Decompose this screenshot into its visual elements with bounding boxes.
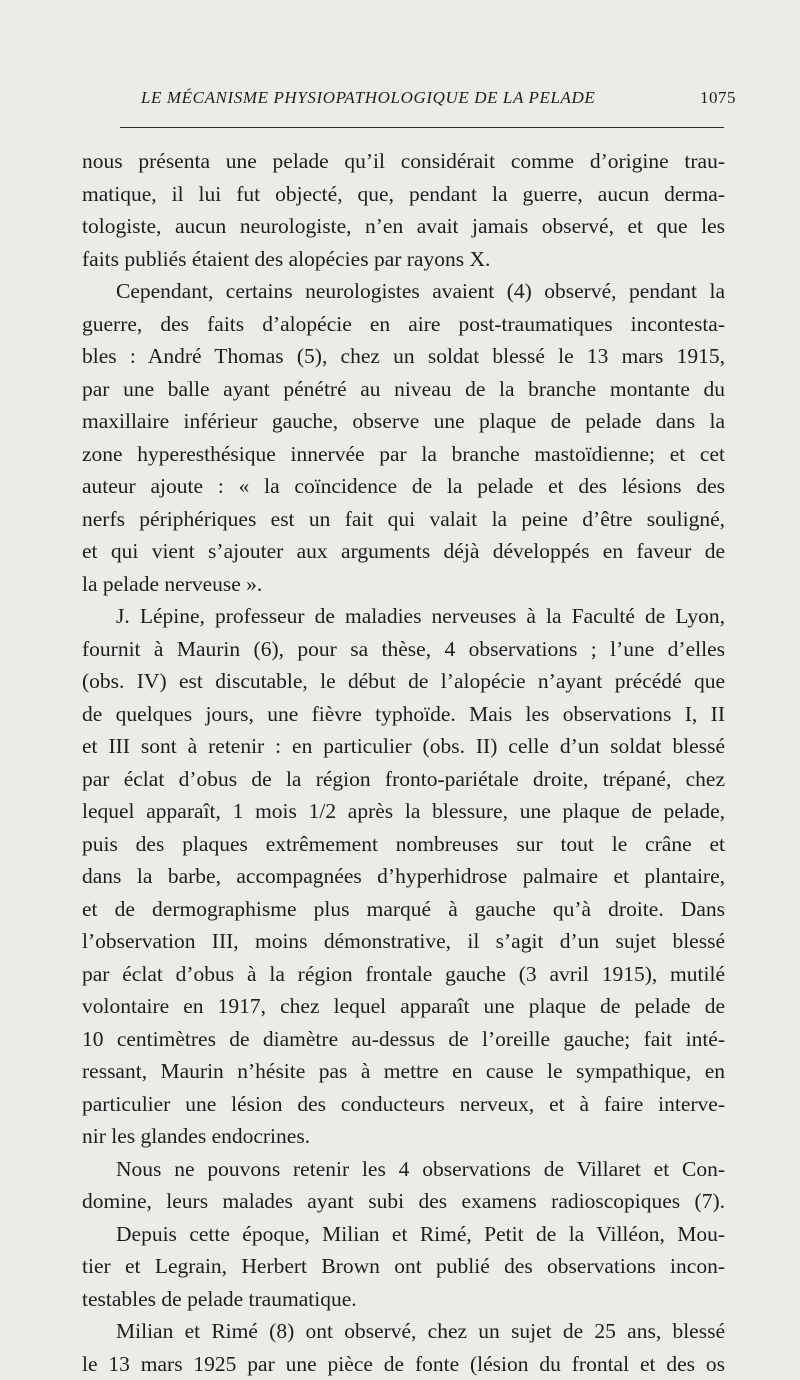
text-line: Depuis cette époque, Milian et Rimé, Petit de la Villéon, Mou- — [82, 1218, 725, 1251]
text-line: Nous ne pouvons retenir les 4 observations de Villaret et Con- — [82, 1153, 725, 1186]
text-line: fournit à Maurin (6), pour sa thèse, 4 observations ; l’une d’elles — [82, 633, 725, 666]
text-line: domine, leurs malades ayant subi des examens radioscopiques (7). — [82, 1185, 725, 1218]
text-line: nir les glandes endocrines. — [82, 1120, 725, 1153]
text-line: le 13 mars 1925 par une pièce de fonte (lésion du frontal et des os — [82, 1348, 725, 1380]
text-line: et III sont à retenir : en particulier (obs. II) celle d’un soldat blessé — [82, 730, 725, 763]
text-line: et qui vient s’ajouter aux arguments déjà développés en faveur de — [82, 535, 725, 568]
text-line: par une balle ayant pénétré au niveau de la branche montante du — [82, 373, 725, 406]
text-line: Milian et Rimé (8) ont observé, chez un sujet de 25 ans, blessé — [82, 1315, 725, 1348]
text-line: faits publiés étaient des alopécies par rayons X. — [82, 243, 725, 276]
running-head — [86, 88, 736, 108]
text-line: nerfs périphériques est un fait qui valait la peine d’être souligné, — [82, 503, 725, 536]
text-line: 10 centimètres de diamètre au-dessus de l’oreille gauche; fait inté- — [82, 1023, 725, 1056]
text-line: puis des plaques extrêmement nombreuses sur tout le crâne et — [82, 828, 725, 861]
text-line: particulier une lésion des conducteurs nerveux, et à faire interve- — [82, 1088, 725, 1121]
text-line: auteur ajoute : « la coïncidence de la pelade et des lésions des — [82, 470, 725, 503]
text-line: zone hyperesthésique innervée par la branche mastoïdienne; et cet — [82, 438, 725, 471]
text-line: guerre, des faits d’alopécie en aire post-traumatiques incontesta- — [82, 308, 725, 341]
header-rule — [120, 127, 724, 128]
text-line: volontaire en 1917, chez lequel apparaît une plaque de pelade de — [82, 990, 725, 1023]
text-line: bles : André Thomas (5), chez un soldat blessé le 13 mars 1915, — [82, 340, 725, 373]
text-line: la pelade nerveuse ». — [82, 568, 725, 601]
text-line: matique, il lui fut objecté, que, pendant la guerre, aucun derma- — [82, 178, 725, 211]
text-line: dans la barbe, accompagnées d’hyperhidrose palmaire et plantaire, — [82, 860, 725, 893]
text-line: ressant, Maurin n’hésite pas à mettre en cause le sympathique, en — [82, 1055, 725, 1088]
body-text — [82, 145, 725, 1380]
text-line: par éclat d’obus de la région fronto-pariétale droite, trépané, chez — [82, 763, 725, 796]
text-line: maxillaire inférieur gauche, observe une plaque de pelade dans la — [82, 405, 725, 438]
text-line: testables de pelade traumatique. — [82, 1283, 725, 1316]
page-number: 1075 — [700, 88, 736, 108]
text-line: et de dermographisme plus marqué à gauche qu’à droite. Dans — [82, 893, 725, 926]
text-line: nous présenta une pelade qu’il considérait comme d’origine trau- — [82, 145, 725, 178]
text-line: (obs. IV) est discutable, le début de l’alopécie n’ayant précédé que — [82, 665, 725, 698]
text-line: Cependant, certains neurologistes avaient (4) observé, pendant la — [82, 275, 725, 308]
text-line: lequel apparaît, 1 mois 1/2 après la blessure, une plaque de pelade, — [82, 795, 725, 828]
text-line: tologiste, aucun neurologiste, n’en avait jamais observé, et que les — [82, 210, 725, 243]
text-line: l’observation III, moins démonstrative, il s’agit d’un sujet blessé — [82, 925, 725, 958]
running-title: LE MÉCANISME PHYSIOPATHOLOGIQUE DE LA PELADE — [86, 88, 595, 108]
text-line: tier et Legrain, Herbert Brown ont publié des observations incon- — [82, 1250, 725, 1283]
text-line: de quelques jours, une fièvre typhoïde. Mais les observations I, II — [82, 698, 725, 731]
text-line: J. Lépine, professeur de maladies nerveuses à la Faculté de Lyon, — [82, 600, 725, 633]
text-line: par éclat d’obus à la région frontale gauche (3 avril 1915), mutilé — [82, 958, 725, 991]
